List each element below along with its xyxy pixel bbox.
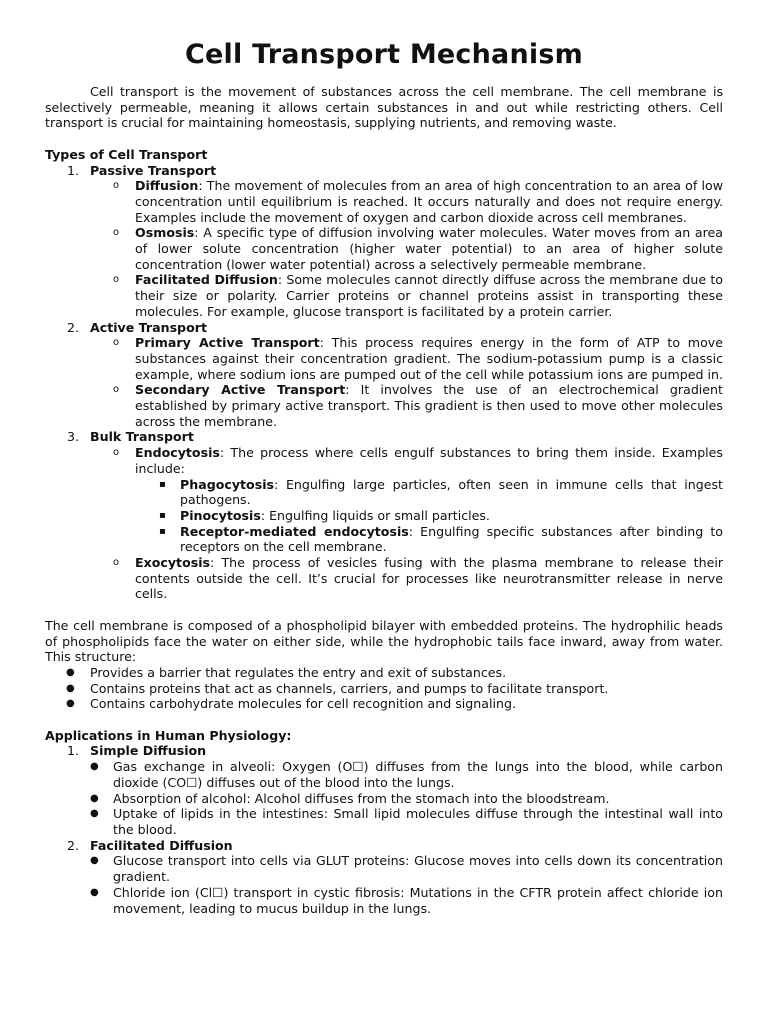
list-item-alcohol bbox=[45, 791, 723, 807]
list-item-osmosis bbox=[45, 225, 723, 272]
bullet-text: Absorption of alcohol: Alcohol diffuses from the stomach into the bloodstream. bbox=[113, 790, 610, 806]
list-item-bulk-transport bbox=[45, 429, 723, 445]
term: Phagocytosis bbox=[180, 476, 275, 492]
definition: : This process requires energy in the form of ATP to move substances against their concentration gradient. The sodium-potassium pump is a classic example, where sodium ions are pumped out of the cell while potassium ions are pumped in. bbox=[135, 335, 723, 382]
circle-bullet-icon: o bbox=[113, 384, 120, 396]
list-item-membrane-proteins bbox=[45, 681, 723, 697]
section-label: Facilitated Diffusion bbox=[90, 837, 233, 853]
term: Secondary Active Transport bbox=[135, 382, 346, 398]
section-label: Active Transport bbox=[90, 319, 207, 335]
bullet-text: Provides a barrier that regulates the entry and exit of substances. bbox=[90, 664, 507, 680]
types-heading: Types of Cell Transport bbox=[45, 146, 208, 162]
square-bullet-icon: ▪ bbox=[159, 509, 166, 521]
circle-bullet-icon: o bbox=[113, 557, 120, 569]
list-item-diffusion bbox=[45, 178, 723, 225]
page-title: Cell Transport Mechanism bbox=[185, 39, 583, 70]
list-item-membrane-barrier bbox=[45, 665, 723, 681]
bullet-text: Contains proteins that act as channels, carriers, and pumps to facilitate transport. bbox=[90, 680, 609, 696]
list-item-simple-diffusion bbox=[45, 743, 723, 759]
circle-bullet-icon: o bbox=[113, 180, 120, 192]
list-item-glucose bbox=[45, 853, 723, 884]
term: Endocytosis bbox=[135, 445, 220, 461]
bullet-icon: ● bbox=[90, 855, 99, 867]
term: Diffusion bbox=[135, 178, 199, 194]
definition: : The movement of molecules from an area of high concentration to an area of low concentration until equilibrium is reached. It occurs naturally and does not require energy. Examples include the movement of oxygen and carbon dioxide across cell membranes. bbox=[135, 178, 723, 225]
circle-bullet-icon: o bbox=[113, 447, 120, 459]
list-number: 1. bbox=[67, 162, 80, 178]
bullet-icon: ● bbox=[90, 792, 99, 804]
term: Pinocytosis bbox=[180, 507, 261, 523]
square-bullet-icon: ▪ bbox=[159, 478, 166, 490]
definition: : A specific type of diffusion involving water molecules. Water moves from an area of lower solute concentration (higher water potential) to an area of higher solute concentration (lower water potential) across a selectively permeable membrane. bbox=[135, 225, 723, 272]
bullet-text: Gas exchange in alveoli: Oxygen (O☐) diffuses from the lungs into the blood, while carbon dioxide (CO☐) diffuses out of the blood into the lungs. bbox=[113, 759, 723, 790]
definition: : Engulfing large particles, often seen in immune cells that ingest pathogens. bbox=[180, 476, 723, 508]
section-label: Bulk Transport bbox=[90, 429, 194, 445]
circle-bullet-icon: o bbox=[113, 227, 120, 239]
definition: : The process where cells engulf substances to bring them inside. Examples include: bbox=[135, 445, 723, 476]
bullet-text: Glucose transport into cells via GLUT proteins: Glucose moves into cells down its concentration gradient. bbox=[113, 853, 723, 885]
circle-bullet-icon: o bbox=[113, 337, 120, 349]
definition: : Engulfing specific substances after binding to receptors on the cell membrane. bbox=[180, 523, 723, 555]
term: Exocytosis bbox=[135, 555, 211, 571]
bullet-text: Chloride ion (Cl☐) transport in cystic fibrosis: Mutations in the CFTR protein affect chloride ion movement, leading to mucus buildup in the lungs. bbox=[113, 884, 723, 916]
definition: : The process of vesicles fusing with the plasma membrane to release their contents outside the cell. It’s crucial for processes like neurotransmitter release in nerve cells. bbox=[135, 555, 723, 602]
bullet-icon: ● bbox=[66, 698, 75, 710]
list-number: 3. bbox=[67, 429, 80, 445]
list-item-facilitated-diffusion bbox=[45, 272, 723, 319]
list-item-primary-active bbox=[45, 335, 723, 382]
list-item-endocytosis bbox=[45, 445, 723, 476]
list-item-membrane-carbohydrates bbox=[45, 696, 723, 712]
square-bullet-icon: ▪ bbox=[159, 525, 166, 537]
term: Receptor-mediated endocytosis bbox=[180, 523, 409, 539]
list-item-active-transport bbox=[45, 320, 723, 336]
list-item-receptor-mediated bbox=[45, 524, 723, 555]
list-number: 1. bbox=[67, 743, 80, 759]
list-item-secondary-active bbox=[45, 382, 723, 429]
list-item-pinocytosis bbox=[45, 508, 723, 524]
term: Facilitated Diffusion bbox=[135, 272, 278, 288]
list-item-lipids bbox=[45, 806, 723, 837]
list-number: 2. bbox=[67, 837, 80, 853]
list-item-phagocytosis bbox=[45, 477, 723, 508]
bullet-icon: ● bbox=[66, 666, 75, 678]
list-item-facilitated-diffusion-app bbox=[45, 838, 723, 854]
circle-bullet-icon: o bbox=[113, 274, 120, 286]
intro-paragraph: Cell transport is the movement of substances across the cell membrane. The cell membrane is selectively permeable, meaning it allows certain substances in and out while restricting others. Cell transport is crucial for maintaining homeostasis, supplying nutrients, and removing waste. bbox=[45, 84, 723, 131]
term: Osmosis bbox=[135, 225, 195, 241]
list-item-chloride bbox=[45, 885, 723, 916]
section-label: Passive Transport bbox=[90, 162, 217, 178]
list-item-exocytosis bbox=[45, 555, 723, 602]
bullet-icon: ● bbox=[90, 886, 99, 898]
definition: : It involves the use of an electrochemical gradient established by primary active transport. This gradient is then used to move other molecules across the membrane. bbox=[135, 382, 723, 429]
bullet-icon: ● bbox=[90, 808, 99, 820]
membrane-paragraph: The cell membrane is composed of a phospholipid bilayer with embedded proteins. The hydrophilic heads of phospholipids face the water on either side, while the hydrophobic tails face inward, away from water. This structure: bbox=[45, 617, 723, 665]
list-item-passive-transport bbox=[45, 163, 723, 179]
section-label: Simple Diffusion bbox=[90, 743, 207, 759]
applications-heading: Applications in Human Physiology: bbox=[45, 727, 292, 743]
bullet-icon: ● bbox=[90, 761, 99, 773]
term: Primary Active Transport bbox=[135, 335, 320, 351]
definition: : Some molecules cannot directly diffuse across the membrane due to their size or polarity. Carrier proteins or channel proteins assist in transporting these molecules. For example, glucose transport is facilitated by a protein carrier. bbox=[135, 272, 723, 319]
bullet-text: Contains carbohydrate molecules for cell recognition and signaling. bbox=[90, 696, 516, 712]
list-item-gas-exchange bbox=[45, 759, 723, 790]
definition: : Engulfing liquids or small particles. bbox=[260, 507, 490, 523]
list-number: 2. bbox=[67, 319, 80, 335]
bullet-icon: ● bbox=[66, 682, 75, 694]
bullet-text: Uptake of lipids in the intestines: Small lipid molecules diffuse through the intestinal wall into the blood. bbox=[113, 806, 723, 837]
